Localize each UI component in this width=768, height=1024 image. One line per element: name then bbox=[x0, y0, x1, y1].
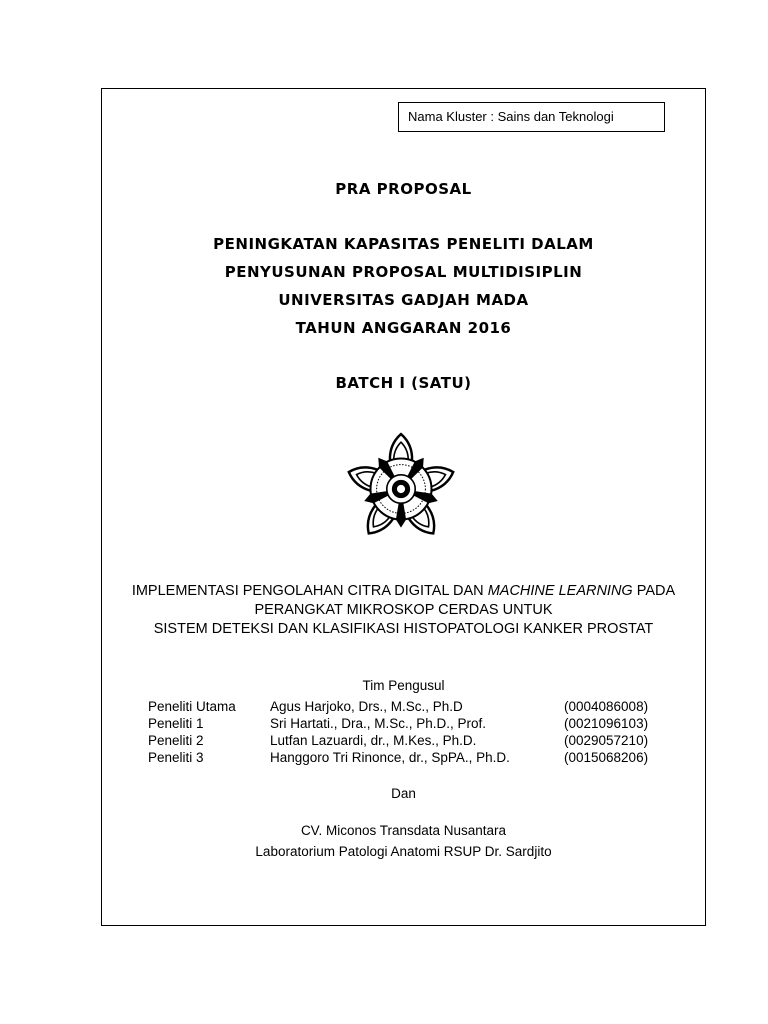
research-title-line-3: SISTEM DETEKSI DAN KLASIFIKASI HISTOPATOLOGI KANKER PROSTAT bbox=[153, 621, 654, 637]
research-title-line-2: PERANGKAT MIKROSKOP CERDAS UNTUK bbox=[254, 602, 553, 618]
program-title-line-3: UNIVERSITAS GADJAH MADA bbox=[278, 291, 529, 309]
connector-text: Dan bbox=[391, 786, 416, 801]
member-nidn: (0004086008) bbox=[564, 699, 649, 714]
member-role: Peneliti 3 bbox=[148, 750, 204, 765]
member-nidn: (0029057210) bbox=[564, 733, 649, 748]
ugm-emblem-icon bbox=[340, 428, 462, 550]
program-title-line-1: PENINGKATAN KAPASITAS PENELITI DALAM bbox=[213, 235, 594, 253]
partner-org-2: Laboratorium Patologi Anatomi RSUP Dr. Sardjito bbox=[255, 844, 552, 859]
partner-org-1: CV. Miconos Transdata Nusantara bbox=[300, 823, 507, 838]
member-role: Peneliti 1 bbox=[148, 716, 204, 731]
member-role: Peneliti Utama bbox=[148, 699, 236, 714]
member-name: Hanggoro Tri Rinonce, dr., SpPA., Ph.D. bbox=[270, 750, 510, 765]
cluster-label: Nama Kluster : Sains dan Teknologi bbox=[408, 109, 614, 124]
research-title-line-1 bbox=[101, 582, 706, 601]
batch-heading: BATCH I (SATU) bbox=[335, 374, 472, 392]
program-title-line-4: TAHUN ANGGARAN 2016 bbox=[295, 319, 512, 337]
doc-type-heading: PRA PROPOSAL bbox=[335, 180, 472, 198]
member-name: Lutfan Lazuardi, dr., M.Kes., Ph.D. bbox=[270, 733, 477, 748]
research-title-text-b: PADA bbox=[632, 583, 676, 599]
program-title-line-2: PENYUSUNAN PROPOSAL MULTIDISIPLIN bbox=[224, 263, 583, 281]
member-role: Peneliti 2 bbox=[148, 733, 204, 748]
cluster-label-box bbox=[398, 102, 665, 132]
team-heading: Tim Pengusul bbox=[362, 678, 445, 693]
member-nidn: (0015068206) bbox=[564, 750, 649, 765]
research-title-italic-term: MACHINE LEARNING bbox=[487, 583, 633, 599]
research-title-text-a: IMPLEMENTASI PENGOLAHAN CITRA DIGITAL DAN bbox=[131, 583, 488, 599]
member-name: Agus Harjoko, Drs., M.Sc., Ph.D bbox=[270, 699, 463, 714]
member-name: Sri Hartati., Dra., M.Sc., Ph.D., Prof. bbox=[270, 716, 487, 731]
member-nidn: (0021096103) bbox=[564, 716, 649, 731]
